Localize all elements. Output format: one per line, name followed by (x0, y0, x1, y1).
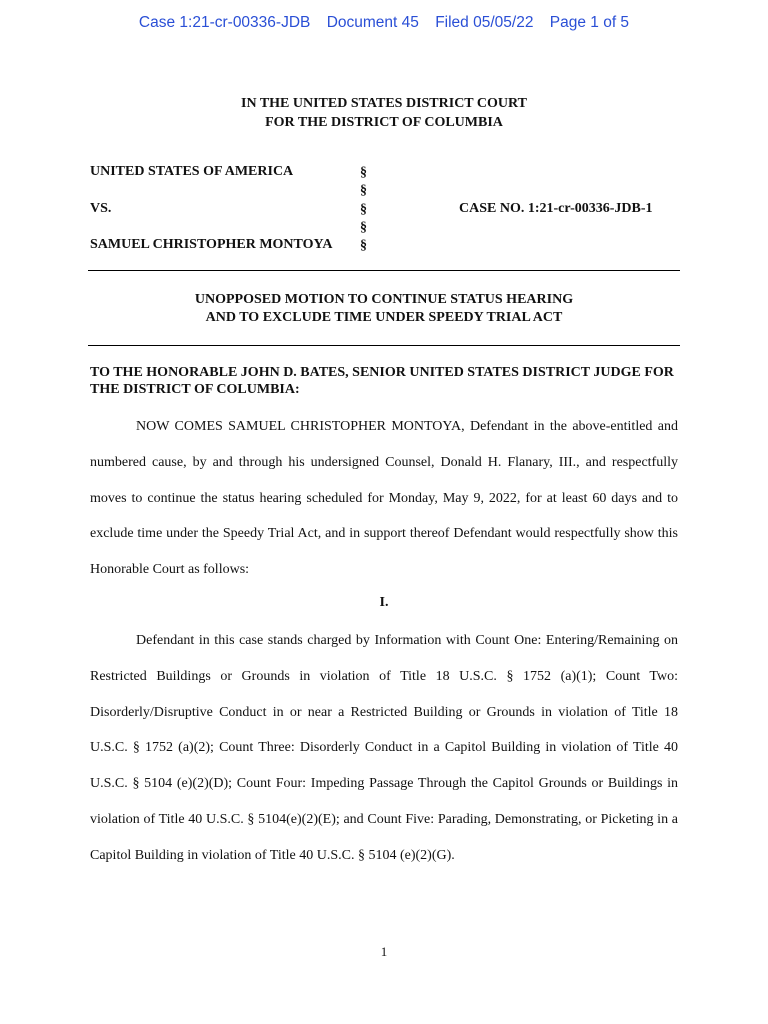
ecf-case-number: Case 1:21-cr-00336-JDB (138, 14, 311, 31)
section-mark-column (360, 164, 367, 255)
section-mark: § (360, 238, 367, 254)
ecf-filing-header (0, 14, 768, 32)
paragraph-text: NOW COMES SAMUEL CHRISTOPHER MONTOYA, Defendant in the above-entitled and numbered cause, by and through his undersigned Counsel, Donald H. Flanary, III., and respectfully moves to continue the status hearing scheduled for Monday, May 9, 2022, for at least 60 days and to exclude time under the Speedy Trial Act, and in support thereof Defendant would respectfully show this Honorable Court as follows: (90, 419, 678, 578)
opening-paragraph (90, 409, 678, 588)
charges-paragraph (90, 623, 678, 874)
section-mark: § (360, 219, 367, 235)
case-number: CASE NO. 1:21-cr-00336-JDB-1 (459, 201, 653, 216)
plaintiff-name: UNITED STATES OF AMERICA (90, 164, 294, 179)
paragraph-text: Defendant in this case stands charged by Information with Count One: Entering/Remaining on Restricted Buildings or Grounds in violation of Title 18 U.S.C. § 1752 (a)(1); Count Two: Disorderly/Disruptive Conduct in or near a Restricted Building or Grounds in violation of Title 18 U.S.C. § 1752 (a)(2); Count Three: Disorderly Conduct in a Capitol Building in violation of Title 40 U.S.C. § 5104 (e)(2)(D); Count Four: Impeding Passage Through the Capitol Grounds or Buildings in violation of Title 40 U.S.C. § 5104(e)(2)(E); and Count Five: Parading, Demonstrating, or Picketing in a Capitol Building in violation of Title 40 U.S.C. § 5104 (e)(2)(G). (90, 633, 678, 863)
caption-divider-top (88, 270, 680, 271)
ecf-document-number: Document 45 (326, 14, 419, 31)
motion-title-line2: AND TO EXCLUDE TIME UNDER SPEEDY TRIAL ACT (205, 310, 563, 325)
case-caption (90, 164, 680, 256)
ecf-page-count: Page 1 of 5 (549, 14, 630, 31)
caption-divider-bottom (88, 345, 680, 346)
section-number: I. (379, 595, 389, 610)
salutation: TO THE HONORABLE JOHN D. BATES, SENIOR UNITED STATES DISTRICT JUDGE FOR THE DISTRICT OF COLUMBIA: (90, 365, 674, 397)
section-mark: § (360, 183, 367, 199)
motion-title-line1: UNOPPOSED MOTION TO CONTINUE STATUS HEARING (194, 292, 574, 307)
ecf-filed-date: Filed 05/05/22 (435, 14, 534, 31)
defendant-name: SAMUEL CHRISTOPHER MONTOYA (90, 237, 333, 252)
court-heading (0, 94, 768, 132)
motion-title (0, 291, 768, 327)
section-mark: § (360, 201, 367, 217)
court-name: IN THE UNITED STATES DISTRICT COURT (241, 96, 527, 111)
page-number: 1 (380, 944, 388, 959)
versus-label: VS. (90, 201, 112, 216)
section-mark: § (360, 165, 367, 180)
court-district: FOR THE DISTRICT OF COLUMBIA (265, 115, 503, 130)
